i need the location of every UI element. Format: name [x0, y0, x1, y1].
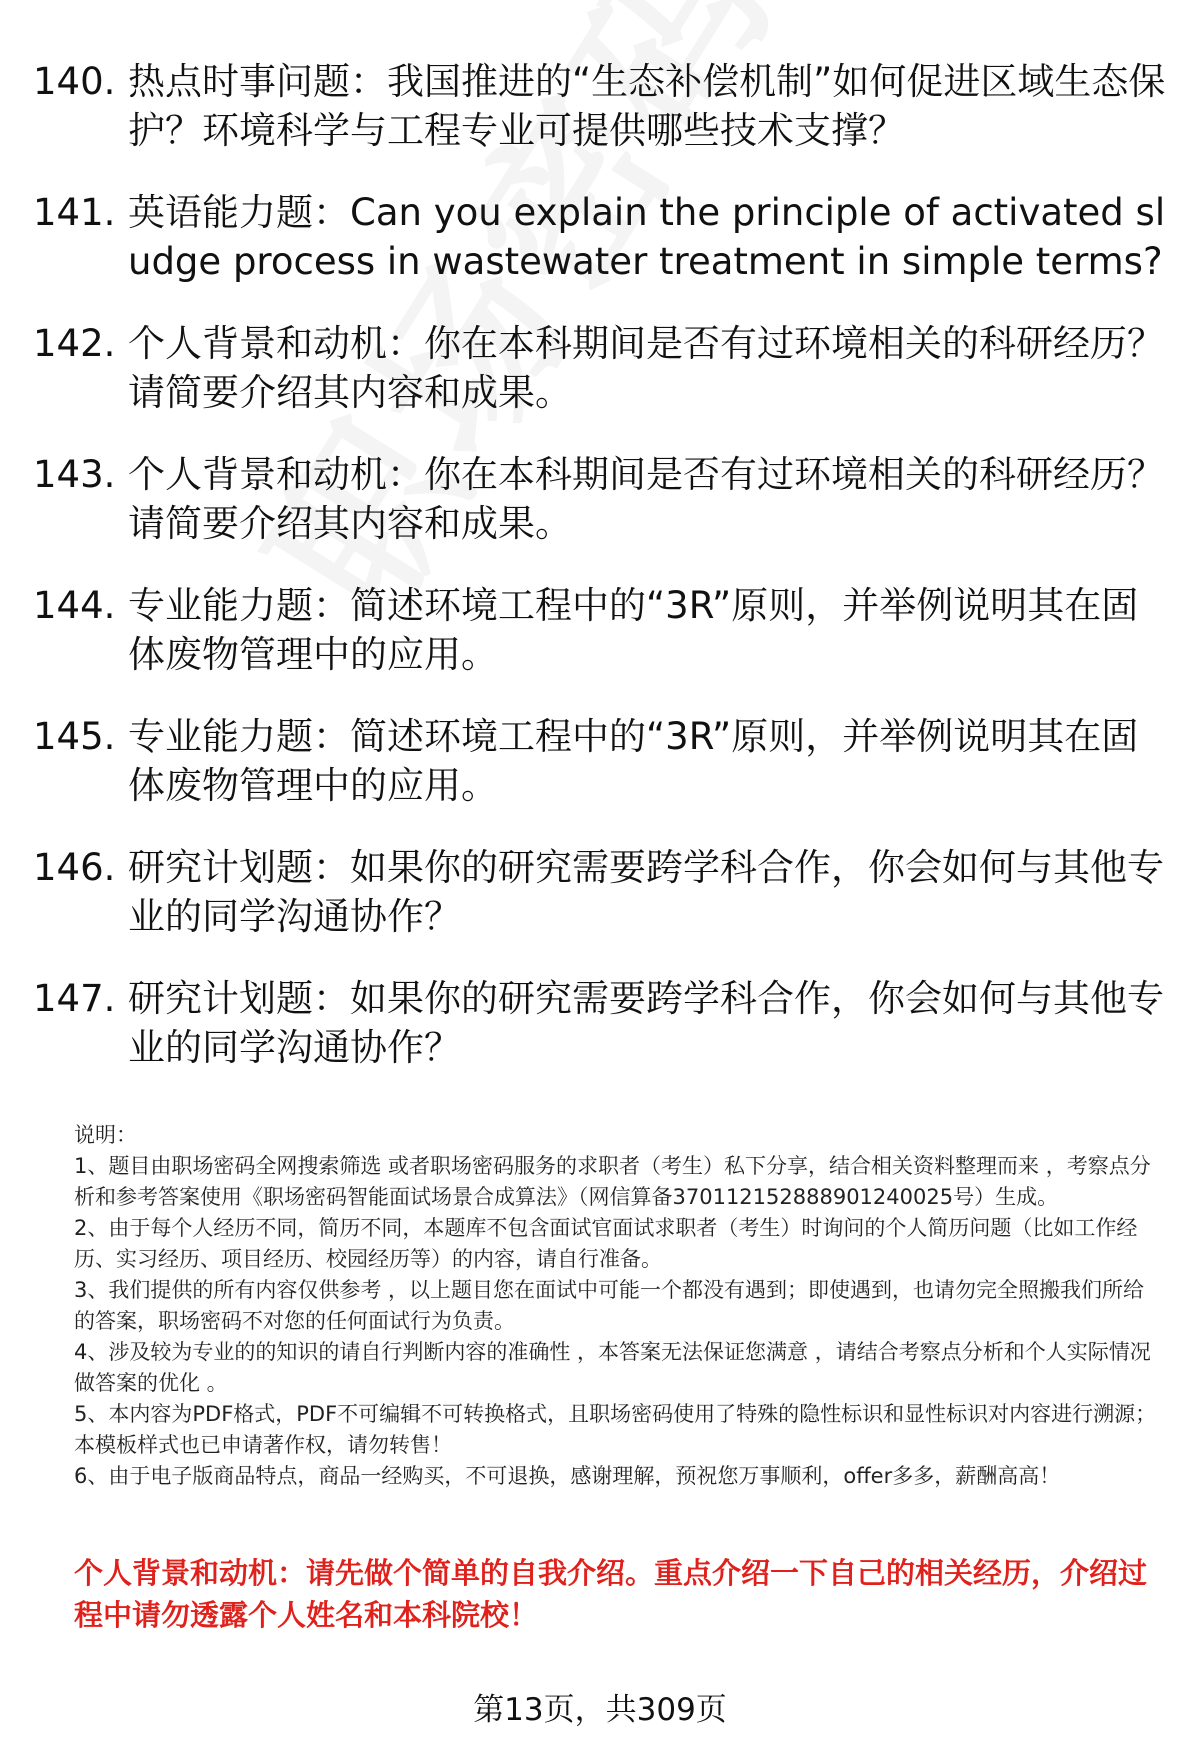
- highlight-question: 个人背景和动机：请先做个简单的自我介绍。重点介绍一下自己的相关经历，介绍过程中请勿透露个人姓名和本科院校！: [74, 1556, 1148, 1632]
- question-item: [33, 843, 1173, 941]
- question-item: [33, 581, 1173, 679]
- question-number: 140.: [33, 60, 116, 103]
- question-list: [33, 57, 1173, 1105]
- notes-title: 说明：: [74, 1123, 137, 1147]
- question-number: 145.: [33, 715, 116, 758]
- question-number: 142.: [33, 322, 116, 365]
- question-item: [33, 188, 1173, 286]
- note-item: 5、本内容为PDF格式，PDF不可编辑不可转换格式，且职场密码使用了特殊的隐性标识和显性标识对内容进行溯源；本模板样式也已申请著作权，请勿转售！: [74, 1402, 1157, 1457]
- question-text: 专业能力题：简述环境工程中的“3R”原则，并举例说明其在固体废物管理中的应用。: [128, 584, 1139, 676]
- question-number: 141.: [33, 191, 116, 234]
- question-number: 146.: [33, 846, 116, 889]
- question-text: 研究计划题：如果你的研究需要跨学科合作，你会如何与其他专业的同学沟通协作？: [128, 846, 1164, 938]
- note-item: 6、由于电子版商品特点，商品一经购买，不可退换，感谢理解，预祝您万事顺利，offer多多，薪酬高高！: [74, 1464, 1061, 1488]
- question-number: 143.: [33, 453, 116, 496]
- note-item: 4、涉及较为专业的的知识的请自行判断内容的准确性 ，本答案无法保证您满意 ，请结合考察点分析和个人实际情况做答案的优化 。: [74, 1340, 1151, 1395]
- question-item: [33, 974, 1173, 1072]
- question-item: [33, 712, 1173, 810]
- question-text: 热点时事问题：我国推进的“生态补偿机制”如何促进区域生态保护？环境科学与工程专业可提供哪些技术支撑？: [128, 60, 1166, 152]
- note-item: 3、我们提供的所有内容仅供参考 ，以上题目您在面试中可能一个都没有遇到；即使遇到，也请勿完全照搬我们所给的答案，职场密码不对您的任何面试行为负责。: [74, 1278, 1145, 1333]
- page-number: 第13页，共309页: [473, 1692, 727, 1728]
- notes-section: [74, 1120, 1164, 1492]
- question-text: 研究计划题：如果你的研究需要跨学科合作，你会如何与其他专业的同学沟通协作？: [128, 977, 1164, 1069]
- question-text: 个人背景和动机：你在本科期间是否有过环境相关的科研经历？请简要介绍其内容和成果。: [128, 322, 1164, 414]
- question-item: [33, 319, 1173, 417]
- note-item: 2、由于每个人经历不同，简历不同，本题库不包含面试官面试求职者（考生）时询问的个人简历问题（比如工作经历、实习经历、项目经历、校园经历等）的内容，请自行准备。: [74, 1216, 1138, 1271]
- question-item: [33, 57, 1173, 155]
- note-item: 1、题目由职场密码全网搜索筛选 或者职场密码服务的求职者（考生）私下分享，结合相关资料整理而来 ，考察点分析和参考答案使用《职场密码智能面试场景合成算法》（网信算备370112152888901240025号）生成。: [74, 1154, 1151, 1209]
- question-item: [33, 450, 1173, 548]
- question-number: 144.: [33, 584, 116, 627]
- question-number: 147.: [33, 977, 116, 1020]
- question-text: 专业能力题：简述环境工程中的“3R”原则，并举例说明其在固体废物管理中的应用。: [128, 715, 1139, 807]
- question-text: 个人背景和动机：你在本科期间是否有过环境相关的科研经历？请简要介绍其内容和成果。: [128, 453, 1164, 545]
- question-text: 英语能力题：Can you explain the principle of activated sludge process in wastewater treatment in simple terms?: [128, 191, 1166, 283]
